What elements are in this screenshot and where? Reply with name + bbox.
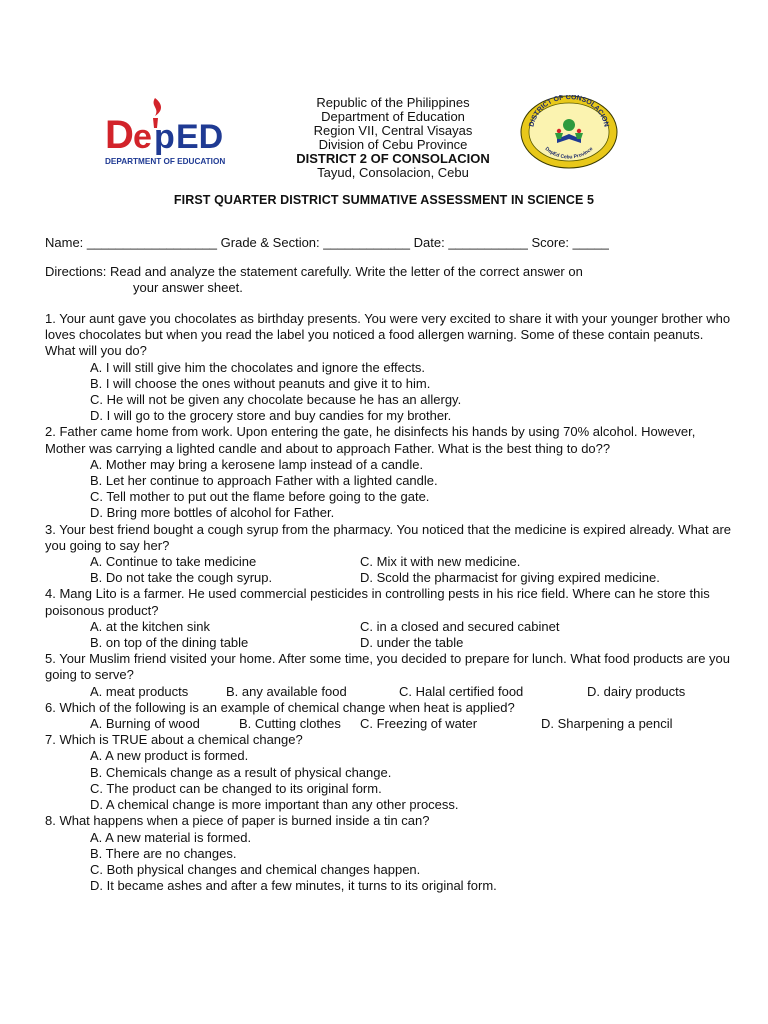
answer-option: D. Sharpening a pencil xyxy=(541,716,673,732)
answer-option: C. in a closed and secured cabinet xyxy=(360,618,560,634)
question-stem: 5. Your Muslim friend visited your home. After some time, you decided to prepare for lunch. What food products are you going to serve? xyxy=(45,651,731,683)
question-stem: 3. Your best friend bought a cough syrup from the pharmacy. You noticed that the medicine is expired already. What are you going to say her? xyxy=(45,521,732,553)
question-8 xyxy=(45,813,735,894)
answer-option: B. I will choose the ones without peanuts and give it to him. xyxy=(90,375,431,391)
svg-text:DISTRICT OF CONSOLACION: DISTRICT OF CONSOLACION xyxy=(528,95,610,128)
question-list xyxy=(45,311,735,894)
header-line: Division of Cebu Province xyxy=(318,137,468,152)
header-line: Republic of the Philippines xyxy=(316,95,470,110)
header-line: Region VII, Central Visayas xyxy=(313,123,473,138)
answer-option: B. Cutting clothes xyxy=(239,716,341,732)
student-info-line: Name: __________________ Grade & Section: ____________ Date: ___________ Score: _____ xyxy=(45,235,609,250)
svg-text:ED: ED xyxy=(176,118,224,156)
answer-option: D. Bring more bottles of alcohol for Father. xyxy=(90,505,335,521)
answer-option: D. under the table xyxy=(360,635,464,651)
directions-line-1: Directions: Read and analyze the statement carefully. Write the letter of the correct answer on xyxy=(45,264,583,279)
answer-option: A. A new material is formed. xyxy=(90,829,252,845)
answer-option: B. Do not take the cough syrup. xyxy=(90,570,273,586)
letterhead xyxy=(240,96,546,180)
svg-text:DEPARTMENT OF EDUCATION: DEPARTMENT OF EDUCATION xyxy=(105,157,226,166)
assessment-title: FIRST QUARTER DISTRICT SUMMATIVE ASSESSMENT IN SCIENCE 5 xyxy=(173,193,595,207)
question-stem: 1. Your aunt gave you chocolates as birthday presents. You were very excited to share it with your younger brother who loves chocolates but when you read the label you noticed a food allergen warning. Some of these contain peanuts. What will you do? xyxy=(45,311,731,359)
district-name: DISTRICT 2 OF CONSOLACION xyxy=(296,151,490,166)
answer-option: C. Tell mother to put out the flame before going to the gate. xyxy=(90,489,430,505)
directions xyxy=(45,264,735,296)
answer-option: C. Freezing of water xyxy=(360,716,478,732)
answer-option: A. meat products xyxy=(90,683,189,699)
answer-option: A. at the kitchen sink xyxy=(90,618,210,634)
answer-option: A. A new product is formed. xyxy=(90,748,249,764)
svg-text:p: p xyxy=(154,118,175,156)
question-6 xyxy=(45,700,735,732)
question-stem: 8. What happens when a piece of paper is burned inside a tin can? xyxy=(45,813,430,829)
district-address: Tayud, Consolacion, Cebu xyxy=(317,165,469,180)
district-seal xyxy=(519,95,619,169)
deped-logo xyxy=(103,94,227,172)
answer-option: C. The product can be changed to its original form. xyxy=(90,780,382,796)
question-stem: 7. Which is TRUE about a chemical change? xyxy=(45,732,303,748)
answer-option: D. It became ashes and after a few minutes, it turns to its original form. xyxy=(90,878,497,894)
answer-option: B. any available food xyxy=(226,683,347,699)
svg-text:e: e xyxy=(133,118,152,156)
answer-option: B. on top of the dining table xyxy=(90,635,249,651)
answer-option: B. There are no changes. xyxy=(90,845,237,861)
answer-option: A. I will still give him the chocolates and ignore the effects. xyxy=(90,359,426,375)
directions-line-2: your answer sheet. xyxy=(133,280,243,295)
svg-text:D: D xyxy=(105,113,134,157)
header-line: Department of Education xyxy=(321,109,465,124)
answer-option: A. Burning of wood xyxy=(90,716,200,732)
answer-option: D. I will go to the grocery store and buy candies for my brother. xyxy=(90,408,452,424)
question-2 xyxy=(45,424,735,521)
question-4 xyxy=(45,586,735,651)
question-5 xyxy=(45,651,735,700)
answer-option: C. Halal certified food xyxy=(399,683,524,699)
answer-option: D. A chemical change is more important than any other process. xyxy=(90,797,459,813)
question-stem: 6. Which of the following is an example of chemical change when heat is applied? xyxy=(45,699,515,715)
answer-option: C. He will not be given any chocolate because he has an allergy. xyxy=(90,392,462,408)
answer-option: D. dairy products xyxy=(587,683,686,699)
question-stem: 4. Mang Lito is a farmer. He used commercial pesticides in controlling pests in his rice field. Where can he store this poisonous product? xyxy=(45,586,710,618)
question-stem: 2. Father came home from work. Upon entering the gate, he disinfects his hands by using 70% alcohol. However, Mother was carrying a lighted candle and about to approach Father. What is the best thing to do?? xyxy=(45,424,696,456)
question-3 xyxy=(45,522,735,587)
question-1 xyxy=(45,311,735,424)
answer-option: C. Mix it with new medicine. xyxy=(360,554,521,570)
answer-option: A. Continue to take medicine xyxy=(90,554,257,570)
answer-option: D. Scold the pharmacist for giving expired medicine. xyxy=(360,570,660,586)
answer-option: A. Mother may bring a kerosene lamp instead of a candle. xyxy=(90,456,424,472)
svg-text:DepEd Cebu Province: DepEd Cebu Province xyxy=(543,146,595,161)
answer-option: C. Both physical changes and chemical changes happen. xyxy=(90,861,421,877)
answer-option: B. Chemicals change as a result of physical change. xyxy=(90,764,392,780)
answer-option: B. Let her continue to approach Father with a lighted candle. xyxy=(90,473,438,489)
question-7 xyxy=(45,732,735,813)
